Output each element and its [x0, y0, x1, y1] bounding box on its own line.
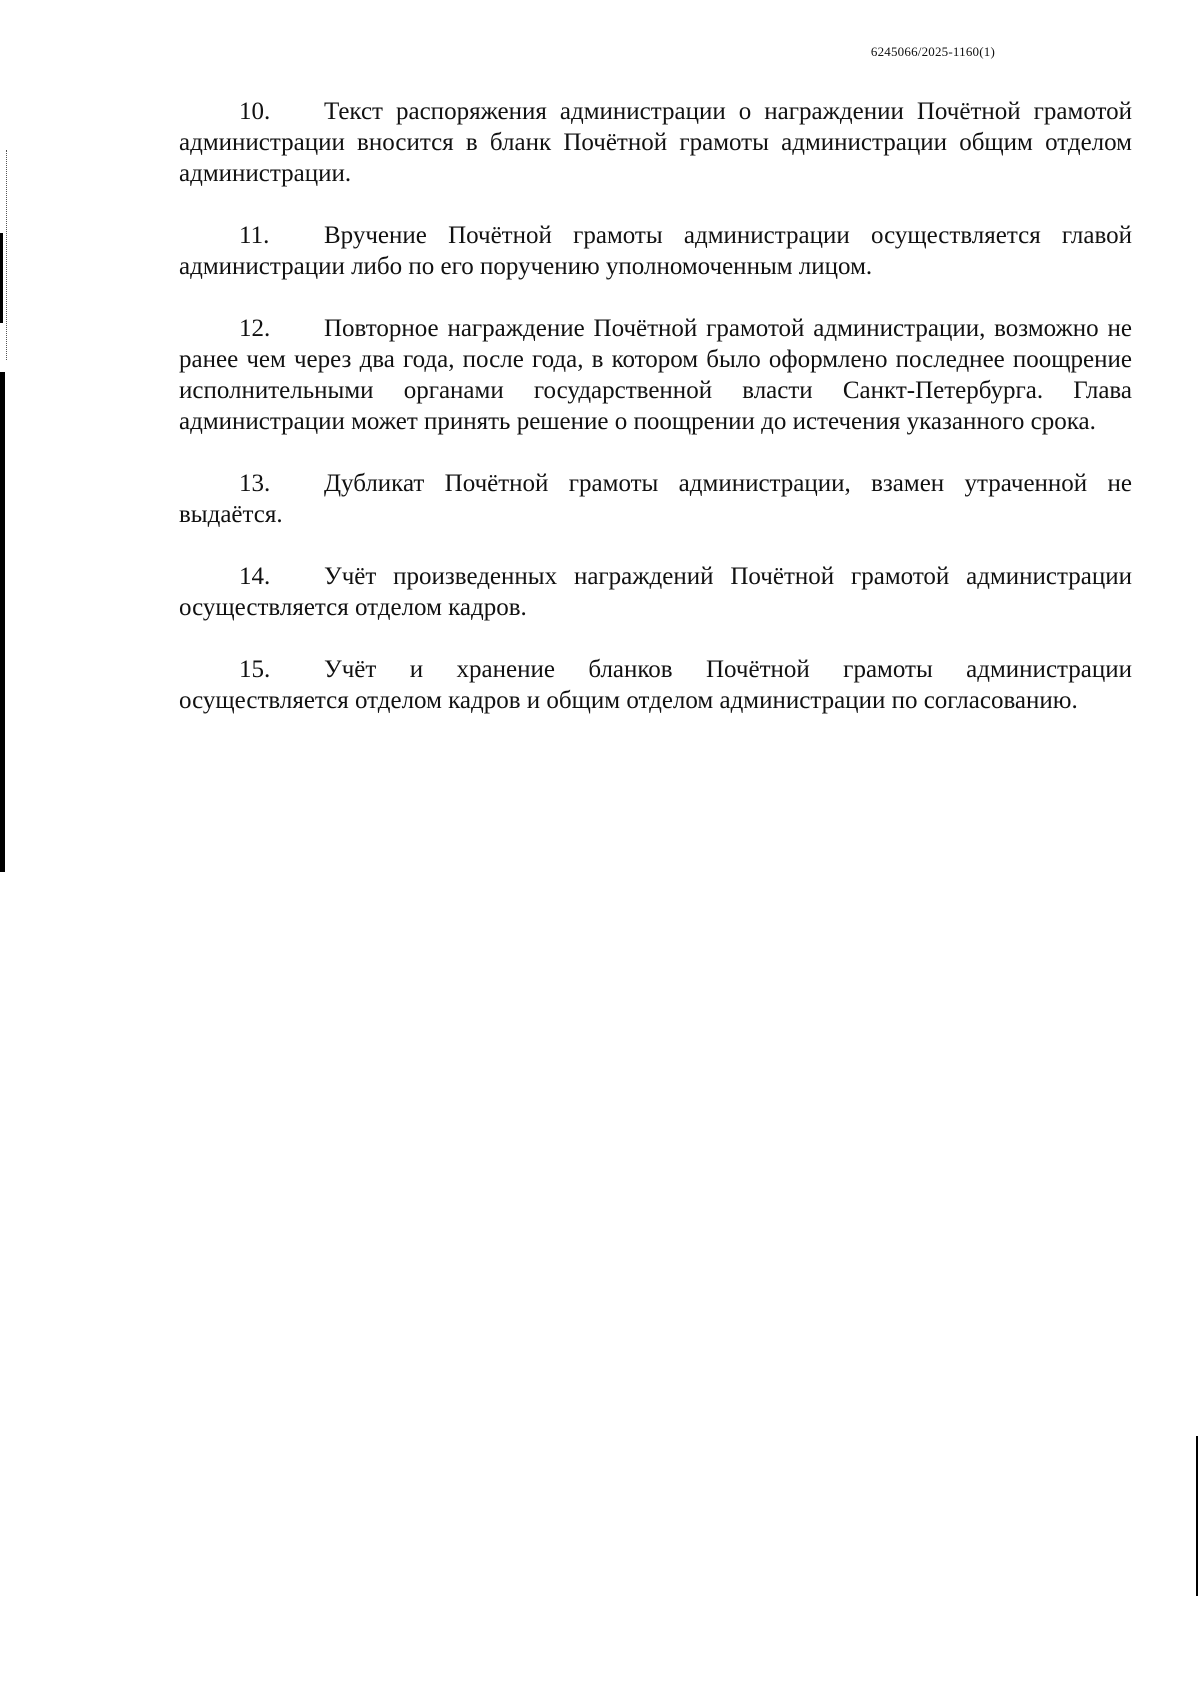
paragraph-text: Вручение Почётной грамоты администрации осуществляется главой администрации либо по его поручению уполномоченным лицом. [179, 222, 1132, 280]
scan-edge-mark [0, 372, 5, 872]
paragraph-number: 11. [239, 222, 270, 249]
paragraph-number: 15. [239, 656, 271, 683]
paragraph-number: 14. [239, 563, 271, 590]
paragraph-12 [179, 313, 1132, 437]
document-number: 6245066/2025-1160(1) [870, 44, 995, 59]
scan-edge-mark [0, 233, 3, 323]
paragraph-text: Учёт и хранение бланков Почётной грамоты администрации осуществляется отделом кадров и общим отделом администрации по согласованию. [179, 656, 1132, 714]
paragraph-13 [179, 468, 1132, 530]
paragraph-number: 13. [239, 470, 271, 497]
scan-edge-dots [6, 150, 8, 360]
paragraph-number: 12. [239, 315, 271, 342]
paragraph-text: Учёт произведенных награждений Почётной грамотой администрации осуществляется отделом кадров. [179, 563, 1132, 621]
paragraph-number: 10. [239, 98, 271, 125]
paragraph-15 [179, 654, 1132, 716]
paragraph-text: Дубликат Почётной грамоты администрации, взамен утраченной не выдаётся. [179, 470, 1132, 528]
scan-edge-mark [1196, 1436, 1198, 1596]
paragraph-text: Повторное награждение Почётной грамотой администрации, возможно не ранее чем через два года, после года, в котором было оформлено последнее поощрение исполнительными органами государственной власти Санкт-Петербурга. Глава администрации может принять решение о поощрении до истечения указанного срока. [179, 315, 1132, 435]
paragraph-10 [179, 96, 1132, 189]
document-body [179, 96, 1132, 747]
paragraph-11 [179, 220, 1132, 282]
paragraph-text: Текст распоряжения администрации о награждении Почётной грамотой администрации вносится в бланк Почётной грамоты администрации общим отделом администрации. [179, 98, 1132, 187]
paragraph-14 [179, 561, 1132, 623]
